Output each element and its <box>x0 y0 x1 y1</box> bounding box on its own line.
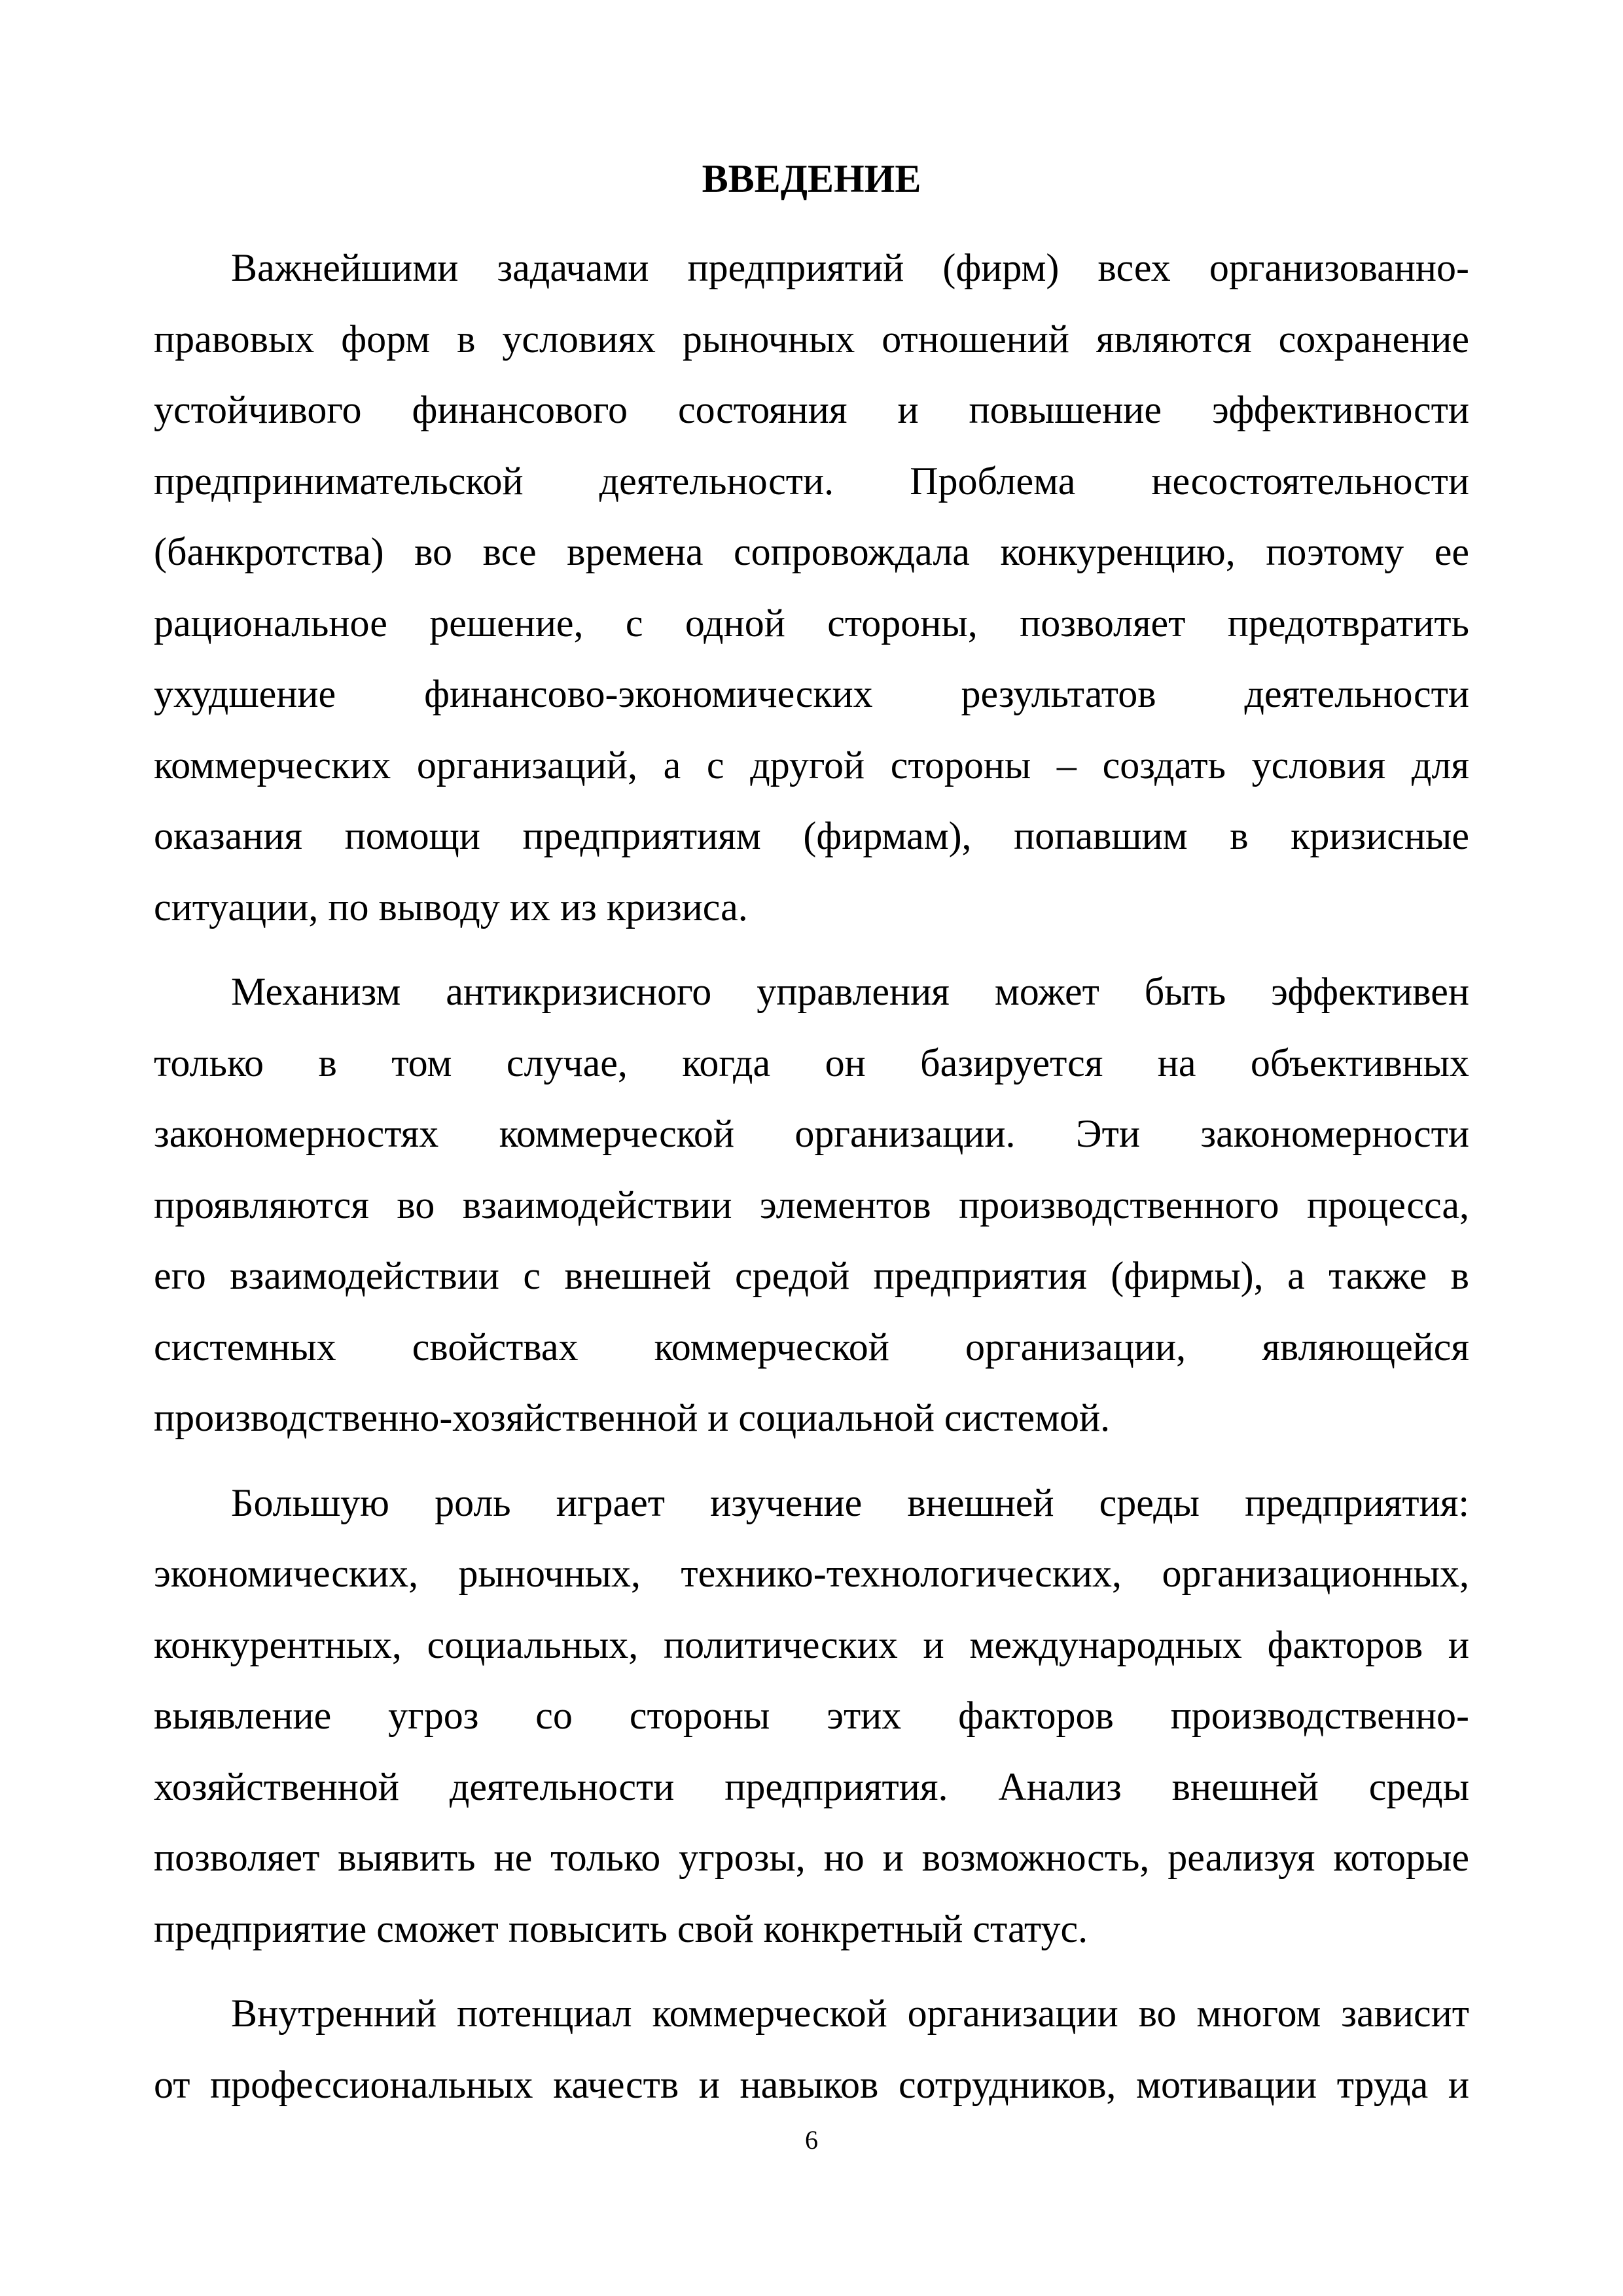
text-line: позволяет выявить не только угрозы, но и возможность, реализуя которые <box>154 1836 1469 1879</box>
text-line: хозяйственной деятельности предприятия. Анализ внешней среды <box>154 1765 1469 1808</box>
text-line: ухудшение финансово-экономических результатов деятельности <box>154 672 1469 715</box>
text-line: ситуации, по выводу их из кризиса. <box>154 885 748 929</box>
page-title: ВВЕДЕНИЕ <box>702 157 921 200</box>
text-line: экономических, рыночных, технико-технологических, организационных, <box>154 1552 1469 1595</box>
text-line: (банкротства) во все времена сопровождала конкуренцию, поэтому ее <box>154 530 1469 573</box>
text-line: предпринимательской деятельности. Проблема несостоятельности <box>154 459 1469 503</box>
text-line: его взаимодействии с внешней средой предприятия (фирмы), а также в <box>154 1254 1469 1297</box>
paragraph <box>154 1978 1469 2120</box>
text-line: рациональное решение, с одной стороны, позволяет предотвратить <box>154 601 1469 645</box>
text-line: системных свойствах коммерческой организации, являющейся <box>154 1325 1469 1369</box>
text-line: производственно-хозяйственной и социальной системой. <box>154 1396 1111 1439</box>
paragraph <box>154 956 1469 1454</box>
document-body <box>154 232 1469 2134</box>
text-line: Большую роль играет изучение внешней среды предприятия: <box>231 1480 1469 1524</box>
text-line: закономерностях коммерческой организации. Эти закономерности <box>154 1112 1469 1155</box>
text-line: только в том случае, когда он базируется на объективных <box>154 1041 1469 1085</box>
text-line: коммерческих организаций, а с другой стороны – создать условия для <box>154 743 1469 787</box>
text-line: конкурентных, социальных, политических и международных факторов и <box>154 1623 1469 1666</box>
text-line: Механизм антикризисного управления может быть эффективен <box>231 970 1469 1013</box>
text-line: правовых форм в условиях рыночных отношений являются сохранение <box>154 317 1469 361</box>
text-line: проявляются во взаимодействии элементов производственного процесса, <box>154 1183 1469 1227</box>
text-line: Внутренний потенциал коммерческой организации во многом зависит <box>231 1992 1469 2035</box>
page-number: 6 <box>805 2125 818 2155</box>
text-line: от профессиональных качеств и навыков сотрудников, мотивации труда и <box>154 2062 1469 2106</box>
text-line: устойчивого финансового состояния и повышение эффективности <box>154 388 1469 431</box>
paragraph <box>154 232 1469 942</box>
text-line: оказания помощи предприятиям (фирмам), попавшим в кризисные <box>154 814 1469 857</box>
paragraph <box>154 1467 1469 1965</box>
text-line: Важнейшими задачами предприятий (фирм) всех организованно- <box>231 246 1469 289</box>
text-line: предприятие сможет повысить свой конкретный статус. <box>154 1907 1088 1950</box>
text-line: выявление угроз со стороны этих факторов производственно- <box>154 1694 1469 1737</box>
